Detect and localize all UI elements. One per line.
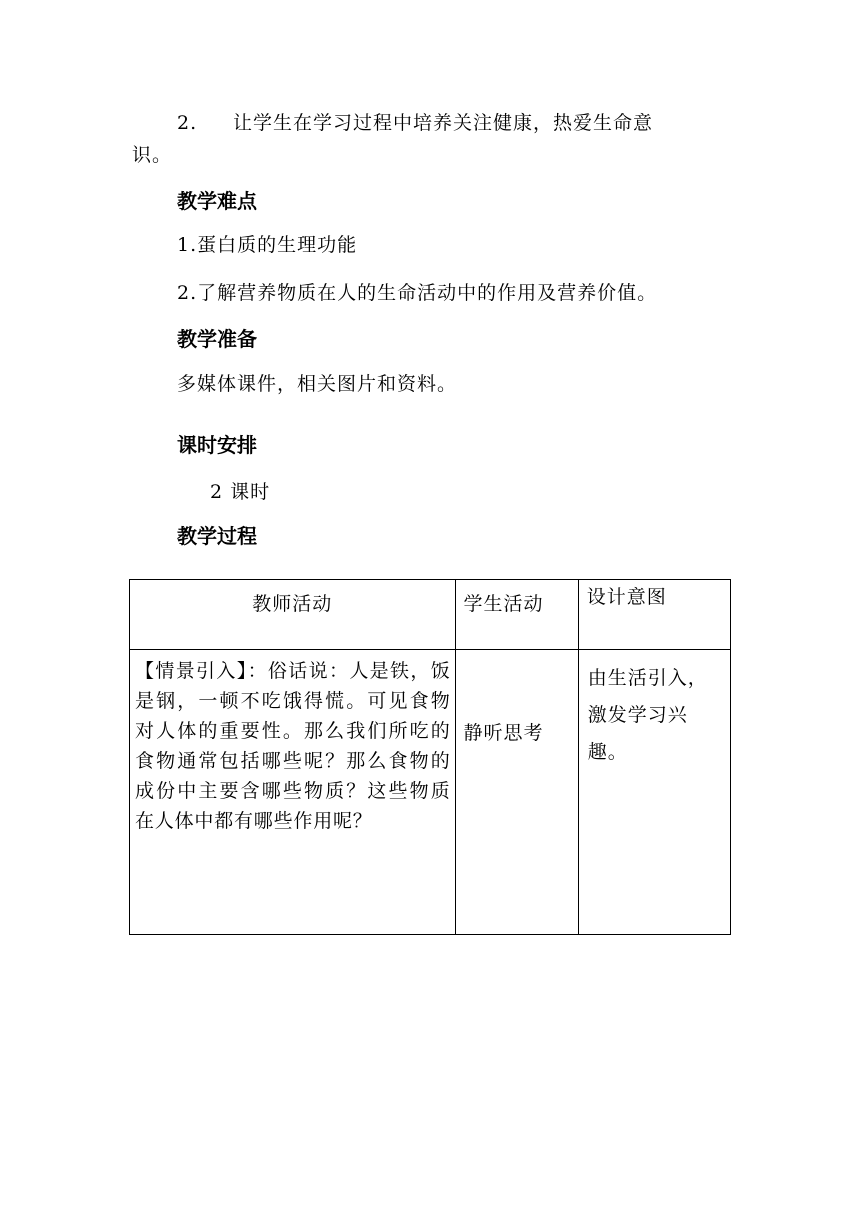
table-row (130, 650, 731, 935)
schedule-heading: 课时安排 (177, 433, 257, 457)
difficulties-heading: 教学难点 (177, 189, 257, 213)
header-student-activity: 学生活动 (455, 580, 578, 650)
cell-student-activity: 静听思考 (455, 650, 578, 935)
preparation-text: 多媒体课件，相关图片和资料。 (177, 373, 458, 395)
objective-item-2-continuation: 识。 (132, 144, 173, 166)
header-design-intent: 设计意图 (578, 580, 730, 650)
cell-teacher-activity: 【情景引入】：俗话说：人是铁，饭是钢，一顿不吃饿得慌。可见食物对人体的重要性。那么我们所吃的食物通常包括哪些呢？那么食物的成份中主要含哪些物质？这些物质在人体中都有哪些作用呢？ (130, 650, 456, 935)
teaching-process-table (129, 579, 731, 935)
difficulty-item-1: 1.蛋白质的生理功能 (177, 234, 358, 256)
objective-item-2 (177, 108, 653, 138)
difficulty-item-2: 2.了解营养物质在人的生命活动中的作用及营养价值。 (177, 282, 658, 304)
header-teacher-activity: 教师活动 (130, 580, 456, 650)
objective-item-2-number: 2. (177, 112, 198, 134)
process-heading: 教学过程 (177, 524, 257, 548)
cell-design-intent: 由生活引入，激发学习兴趣。 (578, 650, 730, 935)
objective-item-2-text: 让学生在学习过程中培养关注健康，热爱生命意 (233, 112, 654, 134)
table-header-row (130, 580, 731, 650)
preparation-heading: 教学准备 (177, 327, 257, 351)
schedule-text: 2 课时 (210, 481, 271, 503)
